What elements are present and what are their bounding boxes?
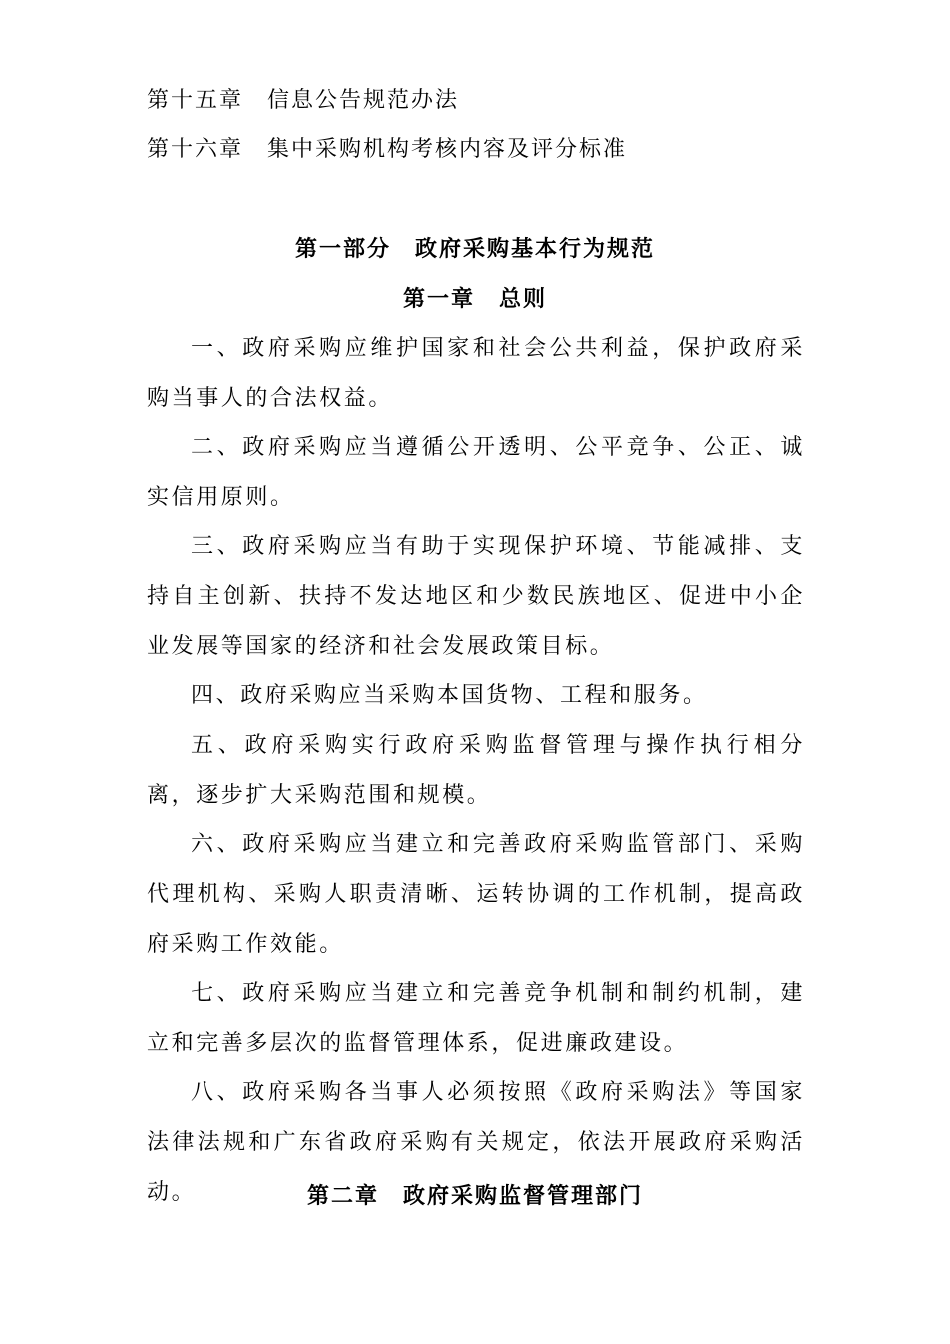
- chapter-number: 第二章: [306, 1183, 379, 1209]
- article-3: 三、政府采购应当有助于实现保护环境、节能减排、支持自主创新、扶持不发达地区和少数民族地区、促进中小企业发展等国家的经济和社会发展政策目标。: [147, 534, 805, 659]
- article-2: 二、政府采购应当遵循公开透明、公平竞争、公正、诚实信用原则。: [147, 435, 805, 510]
- article-8: 八、政府采购各当事人必须按照《政府采购法》等国家法律法规和广东省政府采购有关规定，依法开展政府采购活动。: [147, 1080, 805, 1205]
- article-4: 四、政府采购应当采购本国货物、工程和服务。: [191, 683, 708, 708]
- chapter-number: 第一章: [402, 286, 475, 312]
- part-title: 政府采购基本行为规范: [415, 236, 656, 262]
- toc-chapter-number: 第十六章: [147, 137, 244, 162]
- part-heading: [147, 234, 803, 264]
- toc-chapter-title: 信息公告规范办法: [267, 88, 460, 113]
- article-7: 七、政府采购应当建立和完善竞争机制和制约机制，建立和完善多层次的监督管理体系，促进廉政建设。: [147, 981, 805, 1056]
- chapter-2-heading: [147, 1181, 803, 1211]
- chapter-title: 总则: [499, 286, 548, 312]
- toc-chapter-number: 第十五章: [147, 88, 244, 113]
- chapter-1-heading: [147, 284, 803, 314]
- toc-line-chapter-16: [147, 135, 627, 165]
- article-6: 六、政府采购应当建立和完善政府采购监管部门、采购代理机构、采购人职责清晰、运转协调的工作机制，提高政府采购工作效能。: [147, 832, 805, 957]
- toc-chapter-title: 集中采购机构考核内容及评分标准: [267, 137, 628, 162]
- chapter-title: 政府采购监督管理部门: [403, 1183, 644, 1209]
- article-1: 一、政府采购应维护国家和社会公共利益，保护政府采购当事人的合法权益。: [147, 336, 805, 411]
- article-5: 五、政府采购实行政府采购监督管理与操作执行相分离，逐步扩大采购范围和规模。: [147, 733, 805, 808]
- part-number: 第一部分: [294, 236, 391, 262]
- toc-line-chapter-15: [147, 86, 459, 116]
